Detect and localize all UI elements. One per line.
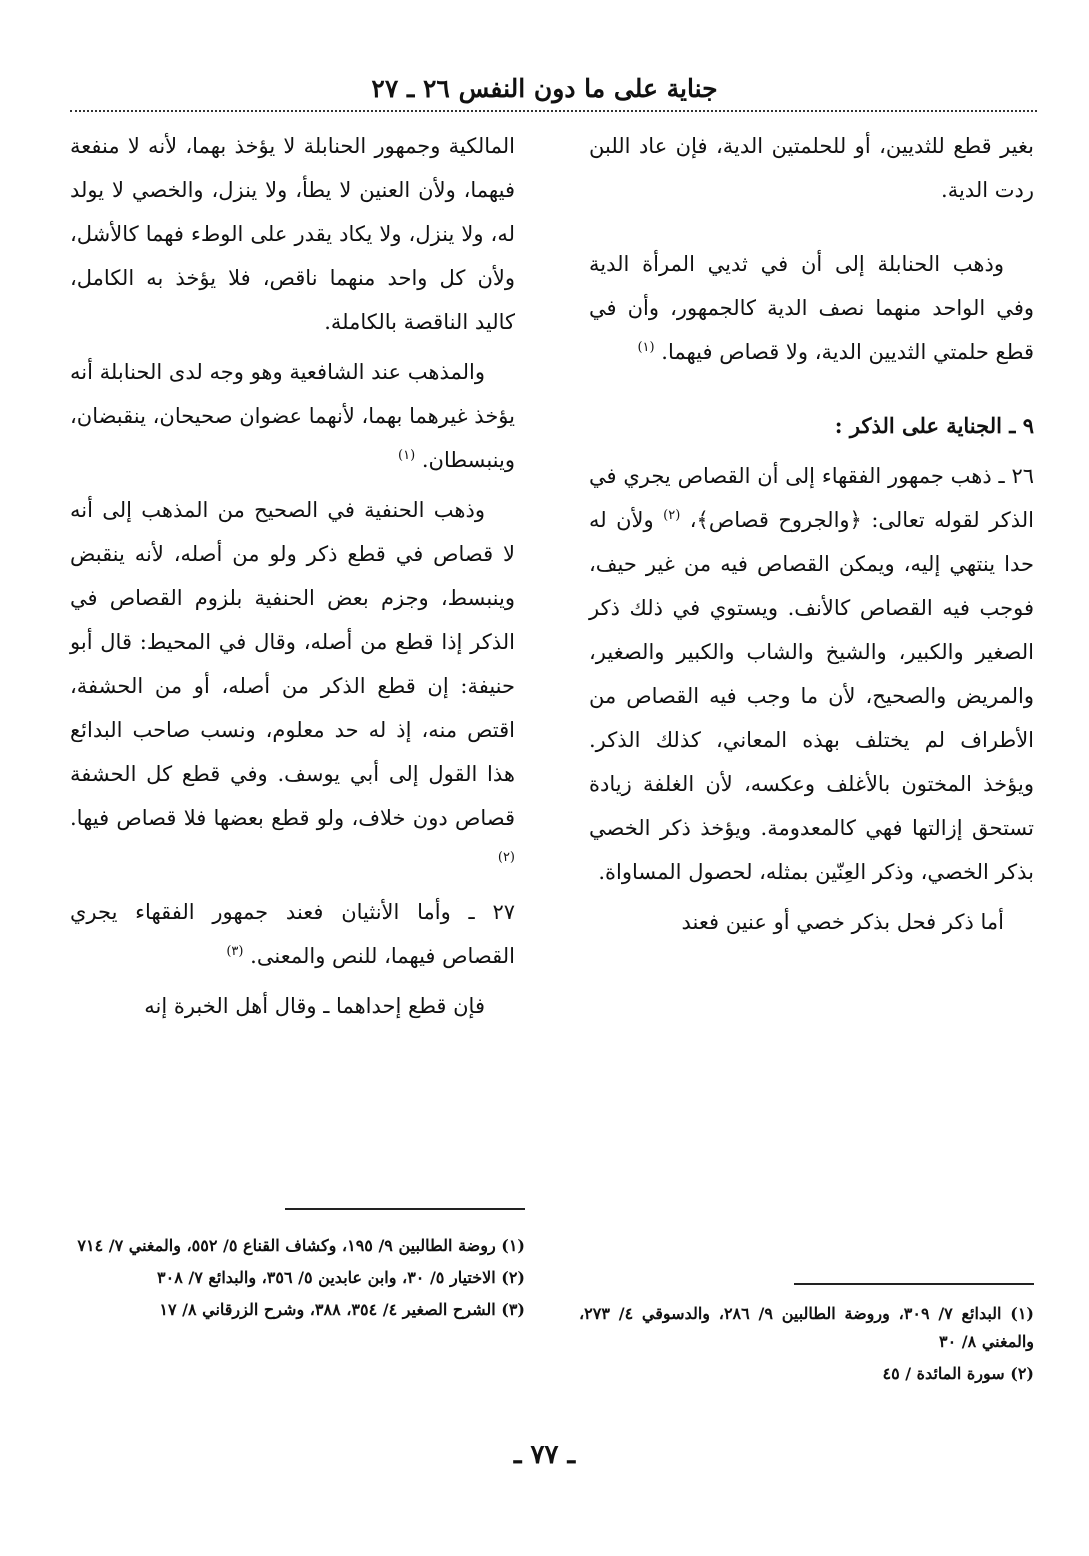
footnote: (٣) الشرح الصغير ٤/ ٣٥٤، ٣٨٨، وشرح الزرقاني ٨/ ١٧: [159, 1300, 525, 1319]
footnote: (١) البدائع ٧/ ٣٠٩، وروضة الطالبين ٩/ ٢٨٦، والدسوقي ٤/ ٢٧٣، والمغني ٨/ ٣٠: [579, 1304, 1034, 1351]
footnote: (٢) سورة المائدة / ٤٥: [882, 1364, 1034, 1383]
footnote-ref: (٣): [226, 944, 244, 959]
footnotes-left: [70, 1232, 525, 1328]
footnote-ref: (١): [637, 340, 655, 355]
header-dotted-divider: [70, 110, 1037, 112]
paragraph: بغير قطع للثديين، أو للحلمتين الدية، فإن عاد اللبن ردت الدية.: [589, 134, 1034, 202]
page-header-title: جناية على ما دون النفس ٢٦ ـ ٢٧: [371, 74, 718, 103]
footnote-ref: (١): [398, 448, 416, 463]
footnote-ref: (٢): [497, 850, 515, 865]
footnote: (١) روضة الطالبين ٩/ ١٩٥، وكشاف القناع ٥/ ٥٥٢، والمغني ٧/ ٧١٤: [77, 1236, 525, 1255]
footnote-divider: [794, 1283, 1034, 1285]
paragraph: أما ذكر فحل بذكر خصي أو عنين فعند: [681, 910, 1004, 934]
paragraph: ٢٧ ـ وأما الأنثيان فعند جمهور الفقهاء يجري القصاص فيهما، للنص والمعنى. $^{(٣)}$: [70, 900, 515, 968]
paragraph: والمذهب عند الشافعية وهو وجه لدى الحنابلة أنه يؤخذ غيرهما بهما، لأنهما عضوان صحيحان، ينقبضان، وينبسطان. $^{(١)}$: [70, 360, 515, 472]
paragraph: وذهب الحنفية في الصحيح من المذهب إلى أنه لا قصاص في قطع ذكر ولو من أصله، لأنه ينقبض وينبسط، وجزم بعض الحنفية بلزوم القصاص في الذكر إذا قطع من أصله، وقال في المحيط: قال أبو حنيفة: إن قطع الذكر من أصله، أو من الحشفة، اقتص منه، إذ له حد معلوم، ونسب صاحب البدائع هذا القول إلى أبي يوسف. وفي قطع كل الحشفة قصاص دون خلاف، ولو قطع بعضها فلا قصاص فيها. $^{(٢)}$: [70, 498, 515, 865]
paragraph: فإن قطع إحداهما ـ وقال أهل الخبرة إنه: [144, 994, 485, 1018]
footnote-ref: (٢): [663, 508, 681, 523]
page-number: ـ ٧٧ ـ: [513, 1440, 576, 1470]
left-text-column: [70, 124, 515, 1034]
footnote-divider: [285, 1208, 525, 1210]
paragraph: المالكية وجمهور الحنابلة لا يؤخذ بهما، لأنه لا منفعة فيهما، ولأن العنين لا يطأ، ولا ينزل، والخصي لا يولد له، ولا ينزل، ولا يكاد يقدر على الوطء فهما كالأشل، ولأن كل واحد منهما ناقص، فلا يؤخذ به الكامل، كاليد الناقصة بالكاملة.: [70, 134, 515, 334]
footnote: (٢) الاختيار ٥/ ٣٠، وابن عابدين ٥/ ٣٥٦، والبدائع ٧/ ٣٠٨: [157, 1268, 525, 1287]
paragraph: ٢٦ ـ ذهب جمهور الفقهاء إلى أن القصاص يجري في الذكر لقوله تعالى: ﴿والجروح قصاص﴾، $^{(٢)}$ ولأن له حدا ينتهي إليه، ويمكن القصاص فيه من غير حيف، فوجب فيه القصاص كالأنف. ويستوي في ذلك ذكر الصغير والكبير، والشيخ والشاب والكبير والصغير، والمريض والصحيح، لأن ما وجب فيه القصاص من الأطراف لم يختلف بهذه المعاني، كذلك الذكر. ويؤخذ المختون بالأغلف وعكسه، لأن الغلفة زيادة تستحق إزالتها فهي كالمعدومة. ويؤخذ ذكر الخصي بذكر الخصي، وذكر العِنّين بمثله، لحصول المساواة.: [589, 464, 1034, 884]
right-text-column: [589, 124, 1034, 950]
section-heading: ٩ ـ الجناية على الذكر :: [834, 413, 1034, 438]
footnotes-right: [579, 1300, 1034, 1392]
paragraph: وذهب الحنابلة إلى أن في ثديي المرأة الدية وفي الواحد منهما نصف الدية كالجمهور، وأن في قطع حلمتي الثديين الدية، ولا قصاص فيهما. $^{(١)}$: [589, 252, 1034, 364]
